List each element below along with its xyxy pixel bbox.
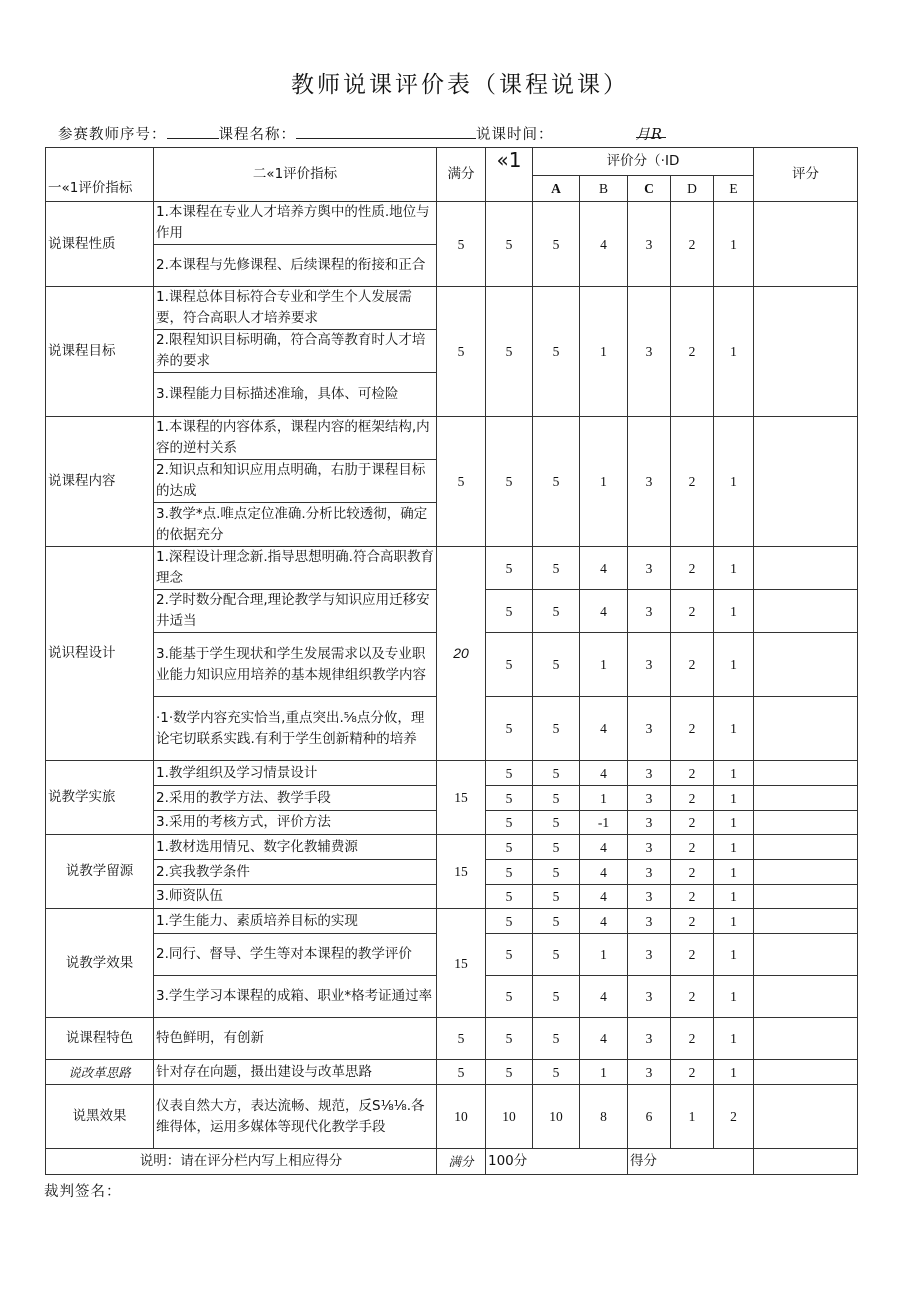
section-full-score: 15 [437,761,486,835]
grade-value: 2 [671,811,714,835]
grade-value: 3 [628,287,671,417]
grade-value: 5 [533,1060,580,1085]
indicator-text: 1.本课程在专业人才培养方舆中的性质.地位与作用 [154,202,437,245]
grade-value: 10 [486,1085,533,1149]
indicator-text: 3.师资队伍 [154,885,437,909]
score-cell[interactable] [754,934,858,976]
indicator-text: 1.本课程的内容体系，课程内容的框架结构,内容的逆村关系 [154,417,437,460]
grade-value: 4 [580,909,628,934]
grade-value: 2 [671,976,714,1018]
grade-value: 1 [714,976,754,1018]
indicator-text: 特色鲜明，有创新 [154,1018,437,1060]
grade-value: 3 [628,417,671,547]
indicator-text: 2.本课程与先修课程、后续课程的衔接和正合 [154,245,437,287]
grade-value: 2 [671,417,714,547]
grade-value: 3 [628,697,671,761]
grade-value: 5 [486,835,533,860]
section-full-score: 15 [437,835,486,909]
grade-value: 4 [580,202,628,287]
grade-value: 2 [671,786,714,811]
section-name: 说教学留源 [46,835,154,909]
grade-value: 6 [628,1085,671,1149]
grade-value: 2 [671,761,714,786]
indicator-text: 3.教学*点.唯点定位准确.分析比较透彻，确定的依据充分 [154,503,437,547]
grade-value: 2 [671,934,714,976]
grade-value: 1 [714,547,754,590]
indicator-text: 1.课程总体目标符合专业和学生个人发展需要，符合高职人才培养要求 [154,287,437,330]
grade-value: 1 [580,1060,628,1085]
grade-value: 5 [486,590,533,633]
grade-value: 5 [533,1018,580,1060]
grade-value: 1 [580,633,628,697]
grade-value: 5 [486,909,533,934]
seq-input[interactable] [167,124,219,139]
grade-value: 5 [486,633,533,697]
grade-value: 1 [714,202,754,287]
section-name: 说课程特色 [46,1018,154,1060]
course-label: 课程名称： [218,127,296,143]
section-full-score: 5 [437,287,486,417]
grade-value: 4 [580,885,628,909]
score-cell[interactable] [754,1018,858,1060]
info-line [58,123,666,144]
grade-value: 2 [671,885,714,909]
score-cell[interactable] [754,835,858,860]
grade-value: 2 [671,1018,714,1060]
score-cell[interactable] [754,860,858,885]
section-name: 说识程设计 [46,547,154,761]
seq-label: 参赛教师序号： [58,127,167,143]
grade-value: 4 [580,761,628,786]
grade-value: 1 [714,1060,754,1085]
grade-value: 3 [628,1060,671,1085]
section-name: 说课程内容 [46,417,154,547]
grade-value: 1 [714,934,754,976]
grade-value: 5 [533,909,580,934]
header-level1-indicator: 一«1评价指标 [46,148,154,202]
grade-value: 5 [486,547,533,590]
grade-value: 5 [533,860,580,885]
grade-value: 1 [714,909,754,934]
footer-note: 说明：请在评分栏内写上相应得分 [46,1149,437,1175]
indicator-text: 2.限程知识目标明确，符合高等教育时人才培养的要求 [154,330,437,373]
grade-value: 3 [628,860,671,885]
month-mark: 月R [636,123,666,138]
grade-value: 2 [671,835,714,860]
course-input[interactable] [296,124,476,139]
grade-value: 1 [714,697,754,761]
evaluation-table [45,147,858,1175]
header-score: 评分 [754,148,858,202]
indicator-text: 2.知识点和知识应用点明确，右肋于课程目标的达成 [154,460,437,503]
grade-value: 5 [486,287,533,417]
grade-value: 5 [533,202,580,287]
section-full-score: 10 [437,1085,486,1149]
footer-score-label: 得分 [628,1149,754,1175]
grade-value: 3 [628,811,671,835]
form-title: 教师说课评价表（课程说课） [291,72,629,98]
grade-value: 4 [580,976,628,1018]
score-cell[interactable] [754,885,858,909]
indicator-text: 1.教学组织及学习情景设计 [154,761,437,786]
section-name: 说黑效果 [46,1085,154,1149]
footer-full-value: 100分 [486,1149,628,1175]
grade-value: 2 [671,202,714,287]
grade-value: 4 [580,697,628,761]
time-label: 说课时间： [476,127,554,143]
grade-value: 2 [671,860,714,885]
grade-value: 2 [671,633,714,697]
indicator-text: 3.课程能力目标描述准瑜，具体、可检险 [154,373,437,417]
grade-value: 4 [580,1018,628,1060]
score-cell[interactable] [754,786,858,811]
grade-value: 5 [533,697,580,761]
indicator-text: 2.学时数分配合理,理论教学与知识应用迁移安井适当 [154,590,437,633]
grade-value: 1 [714,590,754,633]
grade-value: 1 [714,417,754,547]
section-full-score: 5 [437,202,486,287]
grade-value: 1 [714,287,754,417]
grade-value: 3 [628,1018,671,1060]
score-cell[interactable] [754,811,858,835]
grade-value: 3 [628,835,671,860]
score-cell[interactable] [754,417,858,547]
score-cell[interactable] [754,202,858,287]
grade-value: 5 [533,885,580,909]
section-full-score: 5 [437,1018,486,1060]
section-name: 说改革思路 [46,1060,154,1085]
grade-value: 5 [486,1018,533,1060]
grade-value: 5 [533,811,580,835]
indicator-text: 3.能基于学生现状和学生发展需求以及专业职业能力知识应用培养的基本规律组织教学内容 [154,633,437,697]
grade-value: 5 [533,786,580,811]
grade-value: 1 [714,835,754,860]
section-full-score: 15 [437,909,486,1018]
grade-value: 5 [486,976,533,1018]
judge-signature-label: 裁判签名： [44,1184,122,1200]
grade-value: 5 [533,547,580,590]
grade-value: 1 [714,811,754,835]
section-full-score: 20 [437,547,486,761]
indicator-text: 1.深程设计理念新.指导思想明确.符合高职教育理念 [154,547,437,590]
grade-value: 3 [628,976,671,1018]
indicator-text: 1.教材选用情兄、数字化教辅费源 [154,835,437,860]
grade-value: 3 [628,547,671,590]
header-grade-b: B [580,176,628,202]
grade-value: 2 [671,697,714,761]
score-cell[interactable] [754,761,858,786]
grade-value: 1 [580,934,628,976]
grade-value: 1 [714,633,754,697]
score-cell[interactable] [754,287,858,417]
header-weight: «1 [486,148,533,202]
grade-value: 5 [533,287,580,417]
footer-full-label: 满分 [437,1149,486,1175]
grade-value: 5 [486,697,533,761]
grade-value: 1 [671,1085,714,1149]
grade-value: 2 [671,287,714,417]
grade-value: 5 [486,934,533,976]
grade-value: 5 [533,417,580,547]
grade-value: 10 [533,1085,580,1149]
grade-value: 1 [714,860,754,885]
header-grade-a: A [533,176,580,202]
score-cell[interactable] [754,590,858,633]
grade-value: 3 [628,202,671,287]
indicator-text: 2.宾我教学条件 [154,860,437,885]
grade-value: 1 [580,786,628,811]
grade-value: 5 [533,761,580,786]
score-cell[interactable] [754,547,858,590]
indicator-text: ·1·数学内容充实恰当,重点突出.⅝点分攸，理论宅切联系实践.有利于学生创新精种的培养 [154,697,437,761]
grade-value: 1 [580,417,628,547]
section-full-score: 5 [437,1060,486,1085]
grade-value: 1 [580,287,628,417]
indicator-text: 仪表自然大方，表达流畅、规范，反S⅛⅛.各维得体，运用多媒体等现代化教学手段 [154,1085,437,1149]
grade-value: 1 [714,1018,754,1060]
grade-value: 3 [628,909,671,934]
grade-value: 4 [580,590,628,633]
section-name: 说课程性质 [46,202,154,287]
grade-value: 2 [671,547,714,590]
score-cell[interactable] [754,976,858,1018]
grade-value: 2 [714,1085,754,1149]
grade-value: 5 [533,835,580,860]
grade-value: 5 [533,976,580,1018]
grade-value: 2 [671,1060,714,1085]
grade-value: 4 [580,547,628,590]
grade-value: 4 [580,860,628,885]
indicator-text: 3.采用的考核方式，评价方法 [154,811,437,835]
grade-value: 4 [580,835,628,860]
footer-score-cell[interactable] [754,1149,858,1175]
grade-value: 5 [533,633,580,697]
header-grade-d: D [671,176,714,202]
grade-value: 5 [486,761,533,786]
grade-value: 3 [628,590,671,633]
indicator-text: 针对存在向题，摄出建设与改革思路 [154,1060,437,1085]
grade-value: 3 [628,633,671,697]
grade-value: 1 [714,885,754,909]
grade-value: 5 [486,202,533,287]
header-level2-indicator: 二«1评价指标 [154,148,437,202]
grade-value: 5 [486,811,533,835]
indicator-text: 2.同行、督导、学生等对本课程的教学评价 [154,934,437,976]
grade-value: 5 [486,417,533,547]
grade-value: 3 [628,934,671,976]
grade-value: 2 [671,909,714,934]
section-full-score: 5 [437,417,486,547]
score-cell[interactable] [754,697,858,761]
grade-value: 5 [533,934,580,976]
grade-value: 5 [486,860,533,885]
section-name: 说教学效果 [46,909,154,1018]
grade-value: 8 [580,1085,628,1149]
grade-value: 3 [628,761,671,786]
grade-value: 1 [714,761,754,786]
header-grade-group: 评价分（·ID [533,148,754,176]
header-grade-c: C [628,176,671,202]
grade-value: 3 [628,885,671,909]
indicator-text: 3.学生学习本课程的成箱、职业*格考证通过率 [154,976,437,1018]
score-cell[interactable] [754,1085,858,1149]
grade-value: 1 [714,786,754,811]
grade-value: 5 [486,1060,533,1085]
score-cell[interactable] [754,633,858,697]
grade-value: 5 [486,786,533,811]
grade-value: 5 [533,590,580,633]
grade-value: 5 [486,885,533,909]
grade-value: -1 [580,811,628,835]
score-cell[interactable] [754,909,858,934]
grade-value: 3 [628,786,671,811]
section-name: 说课程目标 [46,287,154,417]
section-name: 说教学实旅 [46,761,154,835]
header-full-score: 满分 [437,148,486,202]
indicator-text: 1.学生能力、素质培养目标的实现 [154,909,437,934]
header-grade-e: E [714,176,754,202]
indicator-text: 2.采用的教学方法、教学手段 [154,786,437,811]
grade-value: 2 [671,590,714,633]
score-cell[interactable] [754,1060,858,1085]
